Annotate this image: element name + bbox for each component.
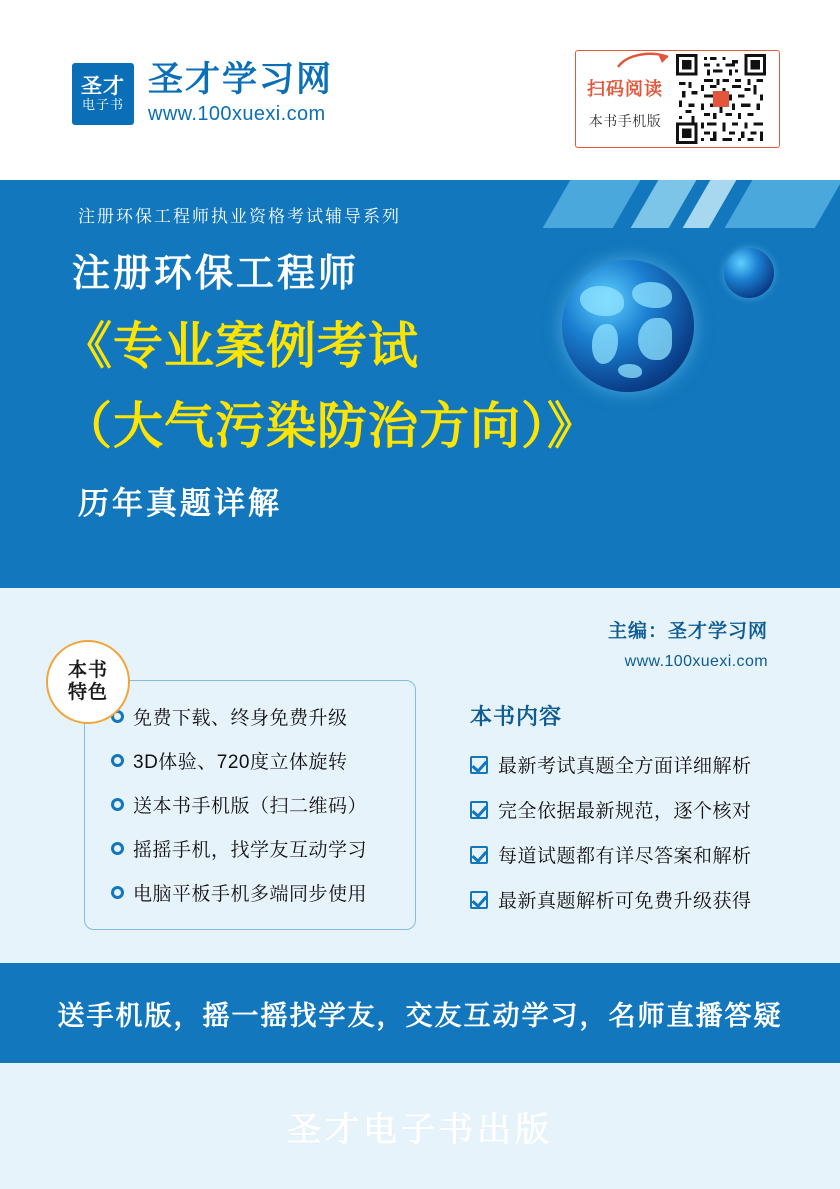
ring-bullet-icon xyxy=(111,754,124,767)
logo-mark-line2: 电子书 xyxy=(81,97,124,113)
check-icon xyxy=(470,891,488,909)
qr-line1: 扫码阅读 xyxy=(587,79,663,99)
book-subtitle: 历年真题详解 xyxy=(78,486,282,521)
check-icon xyxy=(470,801,488,819)
list-item xyxy=(470,886,810,913)
ring-bullet-icon xyxy=(111,886,124,899)
list-item xyxy=(111,747,415,774)
list-item xyxy=(111,703,415,730)
ring-bullet-icon xyxy=(111,842,124,855)
feature-list xyxy=(84,680,416,930)
feature-item-label: 送本书手机版（扫二维码） xyxy=(133,796,368,817)
logo-mark-icon xyxy=(72,63,134,125)
list-item xyxy=(111,879,415,906)
decor-stripe xyxy=(543,180,648,228)
footer-banner-text: 送手机版，摇一摇找学友，交友互动学习，名师直播答疑 xyxy=(57,1000,783,1031)
author-block xyxy=(608,616,768,671)
check-icon xyxy=(470,756,488,774)
ring-bullet-icon xyxy=(111,798,124,811)
globe-icon xyxy=(562,260,694,392)
list-item xyxy=(111,791,415,818)
footer-banner xyxy=(0,963,840,1063)
content-item-label: 最新考试真题全方面详细解析 xyxy=(498,756,752,777)
curved-arrow-icon xyxy=(616,51,672,69)
book-title-line1: 注册环保工程师 xyxy=(72,253,360,295)
title-panel xyxy=(0,180,840,588)
logo-mark-line1: 圣才 xyxy=(81,75,125,99)
qr-code-icon[interactable] xyxy=(676,54,766,144)
decor-stripe xyxy=(725,180,840,228)
qr-line2: 本书手机版 xyxy=(588,113,662,129)
logo-title: 圣才学习网 xyxy=(148,60,334,99)
content-item-label: 每道试题都有详尽答案和解析 xyxy=(498,846,752,867)
feature-item-label: 电脑平板手机多端同步使用 xyxy=(133,884,368,905)
list-item xyxy=(470,751,810,778)
list-item xyxy=(470,841,810,868)
editor-label: 主编：圣才学习网 xyxy=(607,621,768,642)
qr-scan-box[interactable] xyxy=(575,50,780,148)
feature-badge-line2: 特色 xyxy=(67,682,108,703)
publisher-area xyxy=(0,1063,840,1189)
contents-list xyxy=(470,700,810,931)
logo-text xyxy=(148,62,333,126)
logo-url: www.100xuexi.com xyxy=(148,102,326,125)
feature-item-label: 3D体验、720度立体旋转 xyxy=(133,752,348,773)
check-icon xyxy=(470,846,488,864)
content-item-label: 完全依据最新规范，逐个核对 xyxy=(498,801,752,822)
brand-logo xyxy=(72,62,333,126)
feature-item-label: 免费下载、终身免费升级 xyxy=(133,708,348,729)
list-item xyxy=(111,835,415,862)
feature-badge xyxy=(46,640,130,724)
globe-small-icon xyxy=(724,248,774,298)
series-label: 注册环保工程师执业资格考试辅导系列 xyxy=(78,207,401,226)
feature-badge-line1: 本书 xyxy=(67,660,108,682)
content-item-label: 最新真题解析可免费升级获得 xyxy=(498,891,752,912)
author-url: www.100xuexi.com xyxy=(624,653,768,670)
cover-middle xyxy=(0,588,840,963)
list-item xyxy=(470,796,810,823)
book-title-line2: 《专业案例考试 xyxy=(62,318,419,374)
contents-title: 本书内容 xyxy=(470,704,563,729)
feature-item-label: 摇摇手机，找学友互动学习 xyxy=(133,840,368,861)
qr-labels xyxy=(576,67,674,131)
publisher-name: 圣才电子书出版 xyxy=(287,1110,553,1149)
cover-header xyxy=(0,0,840,180)
book-title-line3: （大气污染防治方向）》 xyxy=(62,398,598,454)
